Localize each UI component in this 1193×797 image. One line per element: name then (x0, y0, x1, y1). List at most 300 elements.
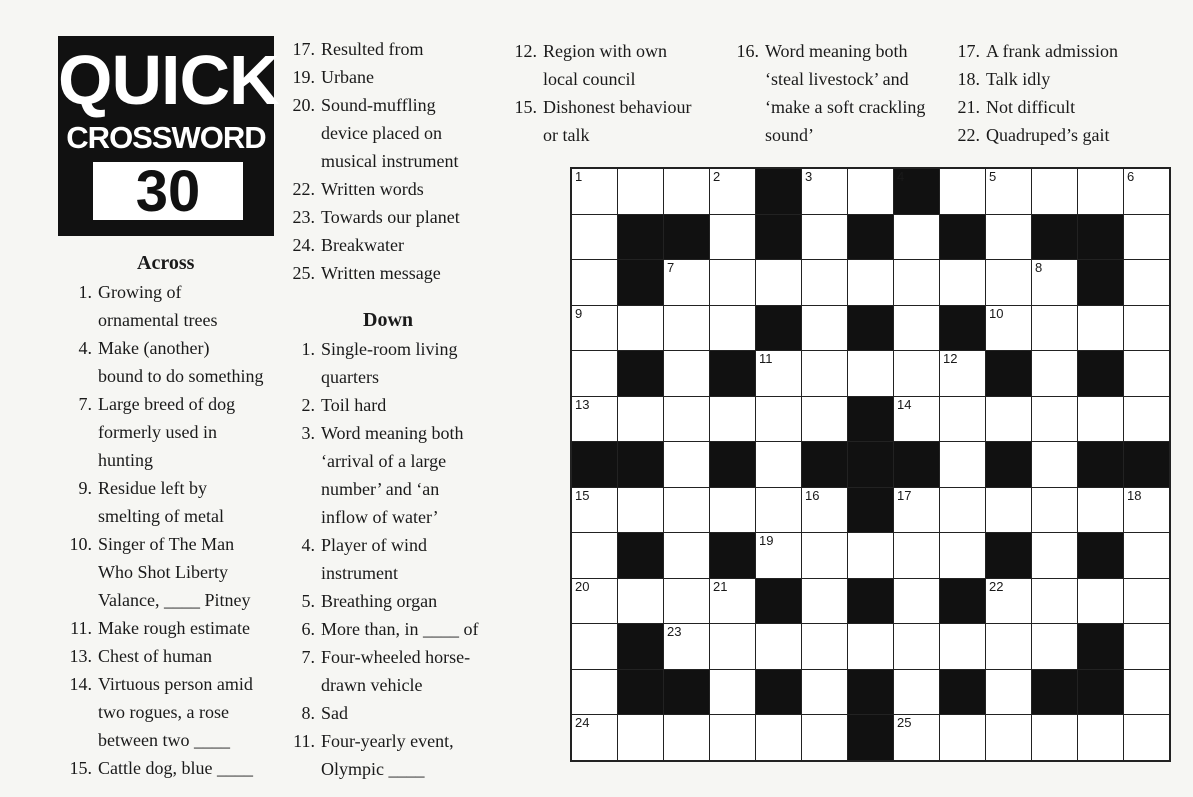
cell-number: 22 (989, 578, 1004, 594)
grid-cell[interactable] (986, 488, 1031, 533)
cell-number: 11 (759, 351, 773, 366)
clue-item (948, 65, 1178, 93)
grid-cell[interactable] (894, 533, 939, 578)
grid-cell[interactable] (1032, 624, 1077, 669)
grid-cell[interactable] (572, 715, 617, 760)
clue-text-line: Toil hard (321, 395, 387, 415)
grid-cell[interactable] (756, 533, 801, 578)
clue-item (727, 37, 952, 149)
clue-text-line: Urbane (321, 67, 374, 87)
clue-item (283, 615, 503, 643)
grid-cell[interactable] (894, 488, 939, 533)
grid-cell[interactable] (802, 306, 847, 351)
grid-cell[interactable] (1124, 260, 1169, 305)
clue-item (283, 203, 503, 231)
clue-item (948, 121, 1178, 149)
clue-item (283, 259, 503, 287)
clue-item (60, 474, 290, 530)
logo-quick: QUICK (58, 41, 279, 119)
grid-cell[interactable] (848, 533, 893, 578)
grid-cell[interactable] (1124, 351, 1169, 396)
clue-text-line: Valance, ____ Pitney (98, 590, 251, 610)
grid-cell[interactable] (664, 260, 709, 305)
clue-text-line: Olympic ____ (321, 759, 425, 779)
black-square (1124, 442, 1169, 487)
clue-number: 25. (292, 263, 315, 283)
clue-text-line: quarters (321, 367, 379, 387)
grid-cell[interactable] (940, 351, 985, 396)
grid-cell[interactable] (1078, 488, 1123, 533)
clue-text-line: Sad (321, 703, 348, 723)
cell-number: 12 (943, 351, 958, 366)
black-square (986, 533, 1031, 578)
black-square (848, 488, 893, 533)
across-clues-col1 (60, 278, 290, 782)
grid-cell[interactable] (1032, 715, 1077, 760)
cell-number: 19 (759, 533, 774, 548)
grid-cell[interactable] (664, 351, 709, 396)
across-clues-col2 (283, 35, 503, 287)
cell-number: 3 (805, 169, 813, 184)
black-square (618, 260, 663, 305)
black-square (940, 670, 985, 715)
grid-cell[interactable] (894, 260, 939, 305)
grid-cell[interactable] (710, 397, 755, 442)
grid-cell[interactable] (986, 215, 1031, 260)
clue-text-line: Sound-muffling (321, 95, 436, 115)
crossword-grid (570, 167, 1171, 762)
cell-number: 4 (897, 169, 905, 184)
grid-cell[interactable] (1124, 715, 1169, 760)
grid-cell[interactable] (1124, 579, 1169, 624)
grid-cell[interactable] (986, 670, 1031, 715)
grid-cell[interactable] (664, 306, 709, 351)
cell-number: 16 (805, 487, 820, 503)
grid-cell[interactable] (710, 670, 755, 715)
grid-cell[interactable] (802, 670, 847, 715)
black-square (618, 215, 663, 260)
grid-cell[interactable] (572, 579, 617, 624)
grid-cell[interactable] (572, 215, 617, 260)
black-square (756, 670, 801, 715)
cell-number: 20 (575, 578, 590, 594)
clue-text-line: Make rough estimate (98, 618, 250, 638)
black-square (756, 215, 801, 260)
clue-text-line: Towards our planet (321, 207, 460, 227)
clue-number: 19. (292, 67, 315, 87)
grid-cell[interactable] (572, 670, 617, 715)
black-square (664, 215, 709, 260)
clue-text-line: Written message (321, 263, 441, 283)
grid-cell[interactable] (572, 488, 617, 533)
grid-cell[interactable] (710, 624, 755, 669)
clue-number: 12. (514, 41, 537, 61)
cell-number: 18 (1127, 487, 1142, 503)
clue-number: 20. (292, 95, 315, 115)
grid-cell[interactable] (802, 533, 847, 578)
down-heading: Down (363, 309, 414, 331)
clue-number: 17. (292, 39, 315, 59)
grid-cell[interactable] (894, 579, 939, 624)
clue-text-line: Growing of (98, 282, 182, 302)
grid-cell[interactable] (756, 351, 801, 396)
grid-cell[interactable] (756, 488, 801, 533)
grid-cell[interactable] (894, 351, 939, 396)
grid-cell[interactable] (986, 260, 1031, 305)
grid-cell[interactable] (618, 579, 663, 624)
grid-cell[interactable] (1032, 488, 1077, 533)
grid-cell[interactable] (802, 215, 847, 260)
puzzle-number: 30 (93, 162, 243, 220)
clue-item (283, 335, 503, 391)
clue-item (283, 231, 503, 259)
black-square (1078, 533, 1123, 578)
cell-number: 15 (575, 487, 590, 503)
clue-number: 15. (514, 97, 537, 117)
grid-cell[interactable] (986, 579, 1031, 624)
cell-number: 8 (1035, 260, 1043, 275)
grid-cell[interactable] (1124, 624, 1169, 669)
black-square (848, 670, 893, 715)
grid-cell[interactable] (664, 488, 709, 533)
clue-number: 7. (78, 394, 92, 414)
clue-text-line: or talk (543, 125, 590, 145)
grid-cell[interactable] (1032, 397, 1077, 442)
clue-number: 1. (78, 282, 92, 302)
clue-text-line: hunting (98, 450, 154, 470)
black-square (848, 215, 893, 260)
black-square (940, 306, 985, 351)
clue-text-line: Make (another) (98, 338, 210, 358)
grid-cell[interactable] (1032, 306, 1077, 351)
cell-number: 9 (575, 305, 583, 321)
black-square (894, 169, 939, 214)
grid-cell[interactable] (710, 306, 755, 351)
across-heading: Across (137, 252, 195, 274)
clue-number: 10. (69, 534, 92, 554)
cell-number: 10 (989, 305, 1004, 321)
grid-cell[interactable] (802, 715, 847, 760)
black-square (1078, 351, 1123, 396)
grid-cell[interactable] (1032, 260, 1077, 305)
grid-cell[interactable] (664, 169, 709, 214)
clue-item (948, 93, 1178, 121)
grid-cell[interactable] (1032, 169, 1077, 214)
grid-cell[interactable] (618, 306, 663, 351)
grid-cell[interactable] (848, 260, 893, 305)
clue-text-line: drawn vehicle (321, 675, 423, 695)
clue-item (283, 63, 503, 91)
clue-number: 21. (957, 97, 980, 117)
grid-cell[interactable] (986, 306, 1031, 351)
grid-cell[interactable] (664, 397, 709, 442)
grid-cell[interactable] (1078, 306, 1123, 351)
clue-text-line: Cattle dog, blue ____ (98, 758, 253, 778)
clue-text-line: Four-yearly event, (321, 731, 454, 751)
grid-cell[interactable] (710, 260, 755, 305)
clue-number: 11. (70, 618, 92, 638)
grid-cell[interactable] (986, 624, 1031, 669)
grid-cell[interactable] (710, 715, 755, 760)
black-square (756, 169, 801, 214)
black-square (802, 442, 847, 487)
grid-cell[interactable] (756, 397, 801, 442)
clue-number: 9. (78, 478, 92, 498)
black-square (848, 442, 893, 487)
crossword-logo (58, 36, 279, 236)
grid-cell[interactable] (572, 397, 617, 442)
grid-cell[interactable] (1078, 397, 1123, 442)
clue-text-line: Quadruped’s gait (986, 125, 1110, 145)
clue-item (60, 642, 290, 670)
clue-item (283, 643, 503, 699)
clue-text-line: ‘arrival of a large (321, 451, 447, 471)
down-clues-col5 (948, 37, 1178, 149)
clue-item (283, 91, 503, 175)
black-square (848, 579, 893, 624)
grid-cell[interactable] (894, 624, 939, 669)
grid-cell[interactable] (802, 488, 847, 533)
clue-item (505, 37, 715, 93)
grid-cell[interactable] (1124, 488, 1169, 533)
clue-number: 1. (301, 339, 315, 359)
grid-cell[interactable] (894, 715, 939, 760)
clue-text-line: Word meaning both (321, 423, 464, 443)
black-square (848, 715, 893, 760)
grid-cell[interactable] (664, 442, 709, 487)
grid-cell[interactable] (572, 260, 617, 305)
black-square (710, 533, 755, 578)
black-square (756, 306, 801, 351)
grid-cell[interactable] (848, 351, 893, 396)
clue-text-line: Player of wind (321, 535, 427, 555)
down-clues-col4 (727, 37, 952, 149)
clue-number: 15. (69, 758, 92, 778)
clue-text-line: musical instrument (321, 151, 459, 171)
clue-text-line: Talk idly (986, 69, 1051, 89)
grid-cell[interactable] (664, 533, 709, 578)
clue-number: 2. (301, 395, 315, 415)
clue-text-line: Not difficult (986, 97, 1076, 117)
black-square (710, 442, 755, 487)
clue-item (283, 35, 503, 63)
clue-text-line: number’ and ‘an (321, 479, 440, 499)
grid-cell[interactable] (664, 715, 709, 760)
grid-cell[interactable] (572, 351, 617, 396)
clue-text-line: Dishonest behaviour (543, 97, 692, 117)
clue-text-line: smelting of metal (98, 506, 224, 526)
clue-item (60, 390, 290, 474)
clue-text-line: A frank admission (986, 41, 1118, 61)
black-square (618, 533, 663, 578)
grid-cell[interactable] (940, 488, 985, 533)
grid-cell[interactable] (1032, 351, 1077, 396)
grid-cell[interactable] (618, 715, 663, 760)
grid-cell[interactable] (986, 397, 1031, 442)
cell-number: 13 (575, 396, 590, 412)
cell-number: 23 (667, 624, 682, 639)
grid-cell[interactable] (710, 579, 755, 624)
clue-number: 4. (301, 535, 315, 555)
clue-number: 16. (736, 41, 759, 61)
black-square (940, 579, 985, 624)
clue-number: 11. (293, 731, 315, 751)
clue-text-line: Breakwater (321, 235, 404, 255)
clue-text-line: bound to do something (98, 366, 264, 386)
black-square (1032, 670, 1077, 715)
black-square (1078, 624, 1123, 669)
black-square (1032, 215, 1077, 260)
grid-cell[interactable] (1124, 397, 1169, 442)
clue-number: 4. (78, 338, 92, 358)
grid-cell[interactable] (848, 624, 893, 669)
grid-cell[interactable] (986, 169, 1031, 214)
clue-text-line: instrument (321, 563, 398, 583)
clue-item (60, 754, 290, 782)
grid-cell[interactable] (756, 624, 801, 669)
clue-text-line: Region with own (543, 41, 667, 61)
black-square (618, 351, 663, 396)
clue-number: 8. (301, 703, 315, 723)
down-clues-col3 (505, 37, 715, 149)
cell-number: 2 (713, 169, 721, 184)
clue-text-line: Single-room living (321, 339, 458, 359)
grid-cell[interactable] (802, 351, 847, 396)
clue-text-line: inflow of water’ (321, 507, 439, 527)
cell-number: 25 (897, 715, 912, 730)
grid-cell[interactable] (1032, 442, 1077, 487)
black-square (894, 442, 939, 487)
clue-item (283, 391, 503, 419)
grid-cell[interactable] (756, 442, 801, 487)
clue-item (505, 93, 715, 149)
black-square (618, 442, 663, 487)
grid-cell[interactable] (710, 215, 755, 260)
grid-cell[interactable] (664, 579, 709, 624)
clue-number: 18. (957, 69, 980, 89)
grid-cell[interactable] (572, 169, 617, 214)
clue-text-line: Virtuous person amid (98, 674, 253, 694)
clue-item (283, 531, 503, 587)
clue-item (283, 175, 503, 203)
clue-text-line: ornamental trees (98, 310, 218, 330)
clue-text-line: Chest of human (98, 646, 212, 666)
grid-cell[interactable] (802, 260, 847, 305)
black-square (664, 670, 709, 715)
cell-number: 21 (713, 578, 728, 594)
grid-cell[interactable] (1078, 715, 1123, 760)
clue-number: 3. (301, 423, 315, 443)
black-square (848, 397, 893, 442)
black-square (618, 624, 663, 669)
cell-number: 1 (575, 169, 583, 184)
grid-cell[interactable] (618, 397, 663, 442)
grid-cell[interactable] (940, 169, 985, 214)
black-square (848, 306, 893, 351)
clue-text-line: local council (543, 69, 636, 89)
clue-number: 17. (957, 41, 980, 61)
clue-item (283, 419, 503, 531)
black-square (1078, 670, 1123, 715)
black-square (940, 215, 985, 260)
cell-number: 6 (1127, 169, 1135, 184)
grid-cell[interactable] (894, 215, 939, 260)
grid-cell[interactable] (940, 715, 985, 760)
grid-cell[interactable] (710, 169, 755, 214)
clue-number: 5. (301, 591, 315, 611)
clue-item (60, 278, 290, 334)
grid-cell[interactable] (618, 488, 663, 533)
black-square (986, 351, 1031, 396)
grid-cell[interactable] (1078, 169, 1123, 214)
grid-cell[interactable] (710, 488, 755, 533)
black-square (756, 579, 801, 624)
cell-number: 14 (897, 396, 912, 412)
clue-number: 23. (292, 207, 315, 227)
grid-cell[interactable] (572, 533, 617, 578)
grid-cell[interactable] (940, 260, 985, 305)
grid-cell[interactable] (940, 624, 985, 669)
grid-cell[interactable] (618, 169, 663, 214)
clue-text-line: between two ____ (98, 730, 230, 750)
grid-cell[interactable] (756, 260, 801, 305)
down-clues-col2 (283, 335, 503, 783)
clue-text-line: Residue left by (98, 478, 207, 498)
grid-cell[interactable] (1124, 670, 1169, 715)
logo-crossword: CROSSWORD (66, 120, 266, 155)
grid-cell[interactable] (894, 397, 939, 442)
clue-text-line: Word meaning both (765, 41, 908, 61)
clue-text-line: Breathing organ (321, 591, 438, 611)
grid-cell[interactable] (1124, 169, 1169, 214)
grid-cell[interactable] (894, 306, 939, 351)
grid-cell[interactable] (848, 169, 893, 214)
grid-cell[interactable] (802, 169, 847, 214)
clue-text-line: Written words (321, 179, 424, 199)
clue-text-line: Large breed of dog (98, 394, 236, 414)
clue-item (948, 37, 1178, 65)
grid-cell[interactable] (1124, 306, 1169, 351)
clue-text-line: ‘make a soft crackling (765, 97, 926, 117)
grid-cell[interactable] (894, 670, 939, 715)
grid-cell[interactable] (802, 624, 847, 669)
clue-text-line: ‘steal livestock’ and (765, 69, 909, 89)
clue-text-line: device placed on (321, 123, 442, 143)
grid-cell[interactable] (1032, 579, 1077, 624)
grid-cell[interactable] (756, 715, 801, 760)
grid-cell[interactable] (986, 715, 1031, 760)
grid-cell[interactable] (940, 442, 985, 487)
grid-cell[interactable] (940, 397, 985, 442)
cell-number: 7 (667, 260, 675, 275)
black-square (710, 351, 755, 396)
grid-cell[interactable] (940, 533, 985, 578)
grid-cell[interactable] (802, 397, 847, 442)
grid-cell[interactable] (572, 624, 617, 669)
grid-cell[interactable] (1124, 533, 1169, 578)
clue-item (60, 334, 290, 390)
grid-cell[interactable] (1124, 215, 1169, 260)
cell-number: 17 (897, 487, 912, 503)
clue-item (60, 670, 290, 754)
grid-cell[interactable] (1078, 579, 1123, 624)
grid-cell[interactable] (664, 624, 709, 669)
clue-number: 22. (292, 179, 315, 199)
grid-cell[interactable] (802, 579, 847, 624)
clue-text-line: two rogues, a rose (98, 702, 229, 722)
grid-cell[interactable] (572, 306, 617, 351)
grid-cell[interactable] (1032, 533, 1077, 578)
